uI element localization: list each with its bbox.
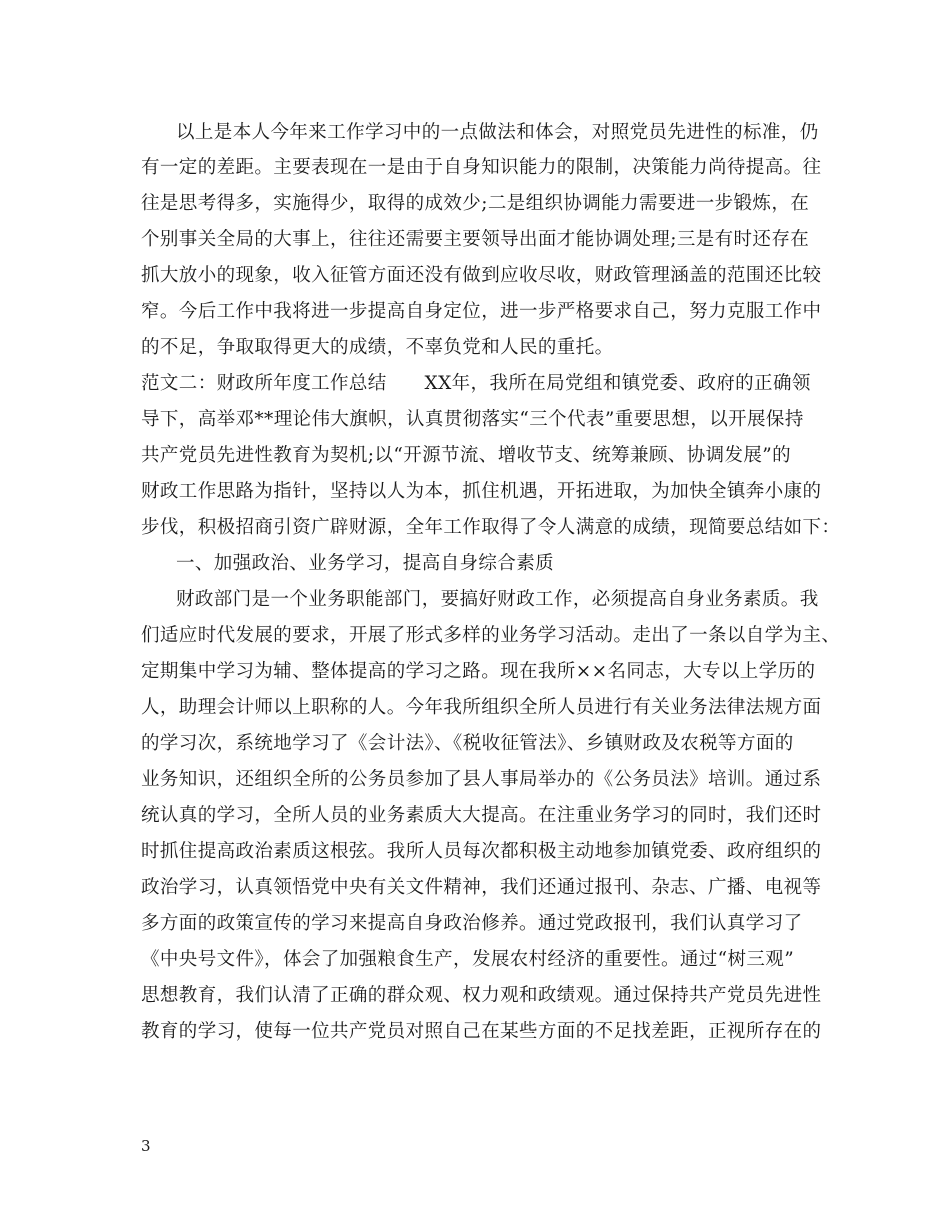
text-line: 财政工作思路为指针，坚持以人为本，抓住机遇，开拓进取，为加快全镇奔小康的 (141, 481, 822, 502)
text-line: 抓大放小的现象，收入征管方面还没有做到应收尽收，财政管理涵盖的范围还比较 (141, 265, 822, 286)
text-line: 教育的学习，使每一位共产党员对照自己在某些方面的不足找差距，正视所存在的 (141, 1021, 822, 1042)
text-line: 的不足，争取取得更大的成绩，不辜负党和人民的重托。 (141, 337, 614, 358)
text-line: 们适应时代发展的要求，开展了形式多样的业务学习活动。走出了一条以自学为主、 (141, 625, 841, 646)
text-line: 步伐，积极招商引资广辟财源，全年工作取得了令人满意的成绩，现简要总结如下： (141, 517, 841, 538)
text-line: 时抓住提高政治素质这根弦。我所人员每次都积极主动地参加镇党委、政府组织的 (141, 841, 822, 862)
text-line: 的学习次，系统地学习了《会计法》、《税收征管法》、乡镇财政及农税等方面的 (141, 733, 794, 754)
page-number: 3 (141, 1137, 151, 1155)
text-line: 政治学习，认真领悟党中央有关文件精神，我们还通过报刊、杂志、广播、电视等 (141, 877, 822, 898)
text-line: 窄。今后工作中我将进一步提高自身定位，进一步严格要求自己，努力克服工作中 (141, 301, 822, 322)
text-line: 《中央号文件》，体会了加强粮食生产，发展农村经济的重要性。通过“树三观” (141, 949, 795, 970)
text-line: 业务知识，还组织全所的公务员参加了县人事局举办的《公务员法》培训。通过系 (141, 769, 822, 790)
text-line: 人，助理会计师以上职称的人。今年我所组织全所人员进行有关业务法律法规方面 (141, 697, 822, 718)
text-line: 思想教育，我们认清了正确的群众观、权力观和政绩观。通过保持共产党员先进性 (141, 985, 822, 1006)
text-line: 个别事关全局的大事上，往往还需要主要领导出面才能协调处理;三是有时还存在 (141, 229, 810, 250)
text-line: 有一定的差距。主要表现在一是由于自身知识能力的限制，决策能力尚待提高。往 (141, 157, 822, 178)
text-line: 定期集中学习为辅、整体提高的学习之路。现在我所××名同志，大专以上学历的 (141, 661, 816, 682)
section-heading-line: 范文二：财政所年度工作总结 XX年，我所在局党组和镇党委、政府的正确领 (141, 373, 811, 394)
text-line: 统认真的学习，全所人员的业务素质大大提高。在注重业务学习的同时，我们还时 (141, 805, 822, 826)
text-line: 导下，高举邓**理论伟大旗帜，认真贯彻落实“三个代表”重要思想，以开展保持 (141, 409, 804, 430)
subheading-line: 一、加强政治、业务学习，提高自身综合素质 (176, 553, 555, 574)
text-line: 多方面的政策宣传的学习来提高自身政治修养。通过党政报刊，我们认真学习了 (141, 913, 803, 934)
text-line: 共产党员先进性教育为契机;以“开源节流、增收节支、统筹兼顾、协调发展”的 (141, 445, 792, 466)
text-line: 往是思考得多，实施得少，取得的成效少;二是组织协调能力需要进一步锻炼，在 (141, 193, 810, 214)
text-line: 财政部门是一个业务职能部门，要搞好财政工作，必须提高自身业务素质。我 (176, 589, 819, 610)
text-line: 以上是本人今年来工作学习中的一点做法和体会，对照党员先进性的标准，仍 (176, 122, 819, 143)
